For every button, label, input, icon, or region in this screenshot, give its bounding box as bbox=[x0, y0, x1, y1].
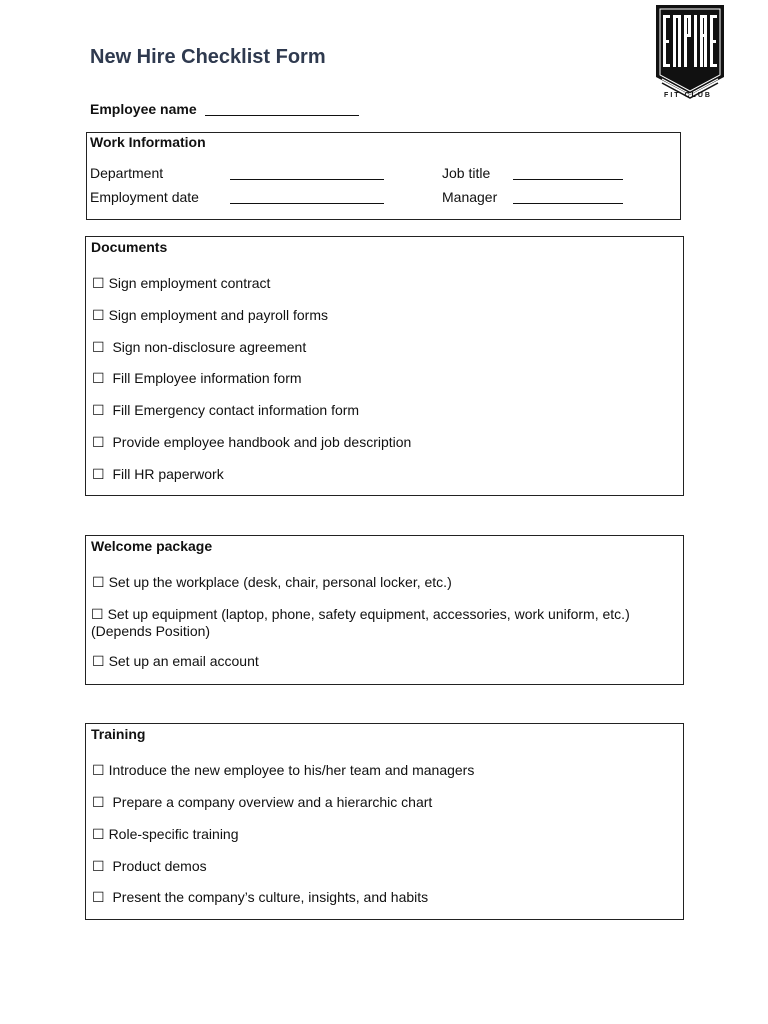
checklist-item[interactable]: ☐ Role-specific training bbox=[92, 826, 239, 842]
checklist-item[interactable]: ☐ Fill Emergency contact information form bbox=[92, 402, 360, 418]
checkbox-icon[interactable]: ☐ bbox=[92, 434, 105, 450]
training-section bbox=[85, 723, 684, 920]
welcome-package-section bbox=[85, 535, 684, 685]
checkbox-icon[interactable]: ☐ bbox=[92, 466, 105, 482]
section-title: Welcome package bbox=[91, 538, 213, 554]
job-title-field[interactable] bbox=[513, 179, 623, 180]
checkbox-icon[interactable]: ☐ bbox=[92, 307, 105, 323]
employment-date-label: Employment date bbox=[90, 189, 199, 205]
section-title: Documents bbox=[91, 239, 168, 255]
section-title: Training bbox=[91, 726, 146, 742]
checkbox-icon[interactable]: ☐ bbox=[92, 762, 105, 778]
checklist-item[interactable]: ☐ Set up equipment (laptop, phone, safety equipment, accessories, work uniform, etc.) (Depends Position) bbox=[91, 606, 630, 639]
logo-tagline: FIT CLUB bbox=[664, 92, 712, 99]
checklist-item[interactable]: ☐ Introduce the new employee to his/her team and managers bbox=[92, 762, 475, 778]
checklist-item[interactable]: ☐ Sign employment contract bbox=[92, 275, 271, 291]
checklist-item[interactable]: ☐ Fill Employee information form bbox=[92, 370, 302, 386]
checklist-item[interactable]: ☐ Fill HR paperwork bbox=[92, 466, 224, 482]
section-title: Work Information bbox=[90, 134, 206, 150]
checklist-item[interactable]: ☐ Prepare a company overview and a hierarchic chart bbox=[92, 794, 433, 810]
department-field[interactable] bbox=[230, 179, 384, 180]
checkbox-icon[interactable]: ☐ bbox=[91, 606, 104, 622]
checkbox-icon[interactable]: ☐ bbox=[92, 370, 105, 386]
department-label: Department bbox=[90, 165, 164, 181]
job-title-label: Job title bbox=[442, 165, 491, 181]
checkbox-icon[interactable]: ☐ bbox=[92, 402, 105, 418]
checkbox-icon[interactable]: ☐ bbox=[92, 889, 105, 905]
documents-section bbox=[85, 236, 684, 496]
checklist-item[interactable]: ☐ Sign non-disclosure agreement bbox=[92, 339, 307, 355]
checkbox-icon[interactable]: ☐ bbox=[92, 275, 105, 291]
page-title: New Hire Checklist Form bbox=[90, 46, 326, 68]
checkbox-icon[interactable]: ☐ bbox=[92, 826, 105, 842]
checklist-item[interactable]: ☐ Sign employment and payroll forms bbox=[92, 307, 328, 323]
checklist-item[interactable]: ☐ Provide employee handbook and job description bbox=[92, 434, 412, 450]
employee-name-field[interactable] bbox=[205, 115, 359, 116]
checkbox-icon[interactable]: ☐ bbox=[92, 794, 105, 810]
empire-logo bbox=[654, 3, 726, 103]
checkbox-icon[interactable]: ☐ bbox=[92, 858, 105, 874]
employee-name-label: Employee name bbox=[90, 101, 197, 117]
checklist-item[interactable]: ☐ Set up the workplace (desk, chair, personal locker, etc.) bbox=[92, 574, 452, 590]
checklist-item[interactable]: ☐ Set up an email account bbox=[92, 653, 259, 669]
checkbox-icon[interactable]: ☐ bbox=[92, 339, 105, 355]
manager-label: Manager bbox=[442, 189, 498, 205]
manager-field[interactable] bbox=[513, 203, 623, 204]
work-information-section bbox=[86, 132, 681, 220]
checkbox-icon[interactable]: ☐ bbox=[92, 653, 105, 669]
checklist-item[interactable]: ☐ Product demos bbox=[92, 858, 207, 874]
checkbox-icon[interactable]: ☐ bbox=[92, 574, 105, 590]
employment-date-field[interactable] bbox=[230, 203, 384, 204]
checklist-item[interactable]: ☐ Present the company’s culture, insights, and habits bbox=[92, 889, 429, 905]
